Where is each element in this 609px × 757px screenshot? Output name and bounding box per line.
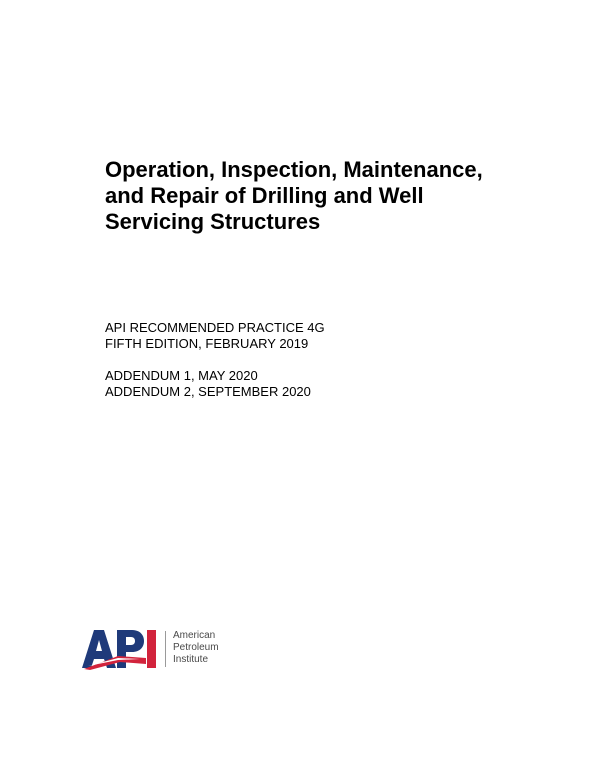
organization-name [173,630,219,666]
designation-text: API RECOMMENDED PRACTICE 4G [105,320,325,335]
logo-divider [165,631,166,667]
addendum-text: ADDENDUM 1, MAY 2020 [105,368,258,383]
title-line: Servicing Structures [105,209,321,234]
title-line: and Repair of Drilling and Well [105,183,424,208]
edition-text: FIFTH EDITION, FEBRUARY 2019 [105,336,309,351]
organization-name-line: Institute [173,654,209,665]
api-logo [82,628,242,672]
organization-name-line: Petroleum [173,642,219,653]
organization-name-line: American [173,630,216,641]
addenda-block [105,368,525,400]
addendum-text: ADDENDUM 2, SEPTEMBER 2020 [105,384,311,399]
edition-block [105,320,525,352]
title-line: Operation, Inspection, Maintenance, [105,157,483,182]
api-logo-mark-icon [82,628,158,670]
document-title [105,157,545,235]
